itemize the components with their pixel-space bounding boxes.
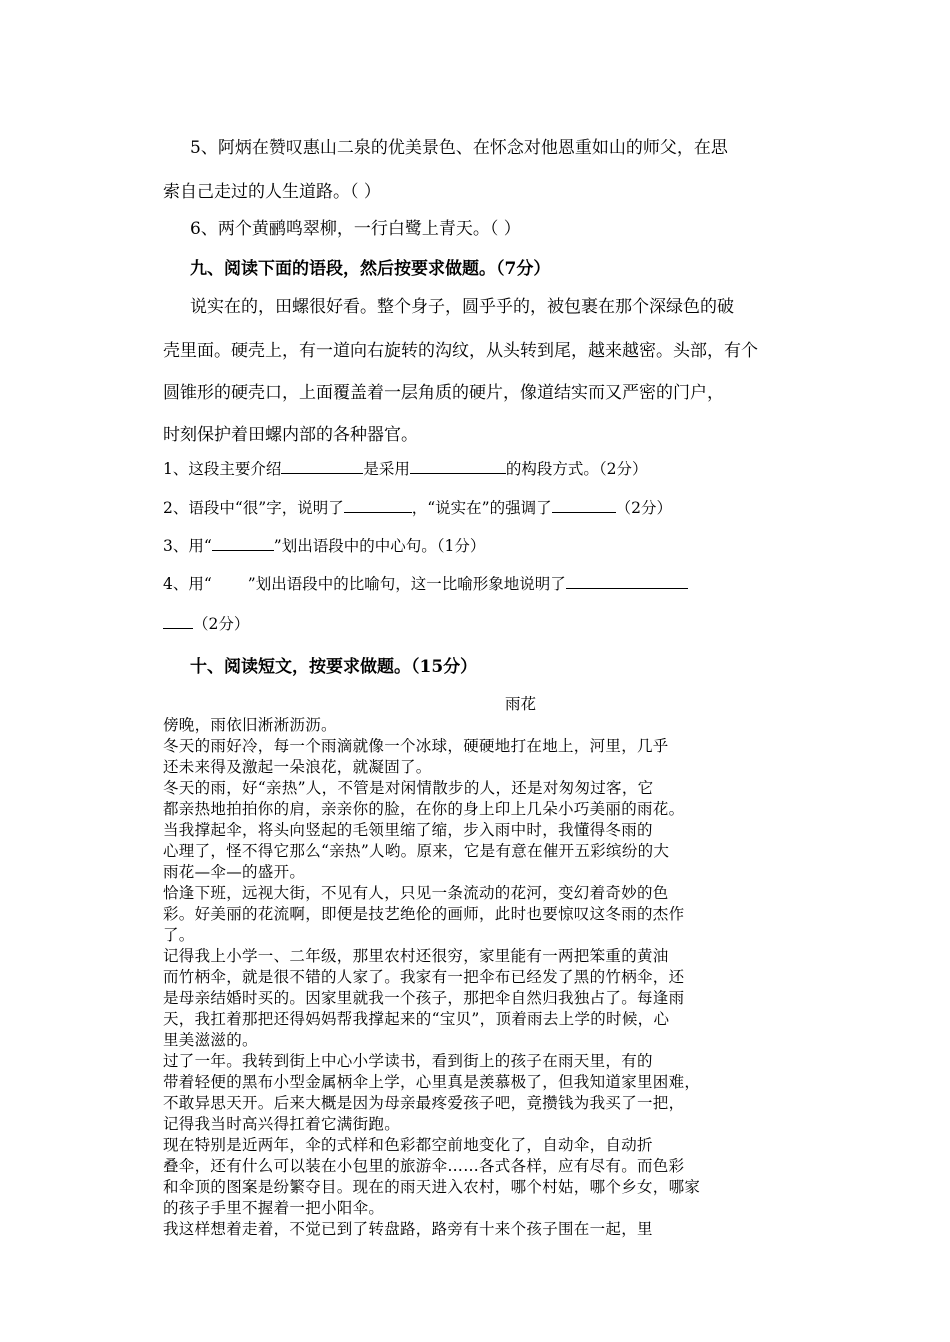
- article-line: 恰逢下班，远视大街，不见有人，只见一条流动的花河，变幻着奇妙的色: [163, 884, 669, 902]
- passage-line: 说实在的，田螺很好看。整个身子，圆乎乎的，被包裹在那个深绿色的破: [190, 297, 734, 317]
- article-line: 是母亲结婚时买的。因家里就我一个孩子，那把伞自然归我独占了。每逢雨: [163, 989, 685, 1007]
- article-line: 冬天的雨，好“亲热”人，不管是对闲情散步的人，还是对匆匆过客，它: [163, 779, 654, 797]
- question-text: 的构段方式。（2分）: [505, 460, 648, 478]
- question-text: 3、用“: [163, 537, 212, 555]
- article-line: 而竹柄伞，就是很不错的人家了。我家有一把伞布已经发了黑的竹柄伞，还: [163, 968, 685, 986]
- article-line: 都亲热地拍拍你的肩，亲亲你的脸，在你的身上印上几朵小巧美丽的雨花。: [163, 800, 685, 818]
- article-line: 当我撑起伞，将头向竖起的毛领里缩了缩，步入雨中时，我懂得冬雨的: [163, 821, 653, 839]
- wavy-line-mark: [212, 575, 248, 593]
- article-line: 里美滋滋的。: [163, 1031, 258, 1049]
- straight-line-mark: [212, 536, 274, 551]
- question-text: 2、语段中“很”字，说明了: [163, 499, 344, 517]
- passage-line: 壳里面。硬壳上，有一道向右旋转的沟纹，从头转到尾，越来越密。头部，有个: [163, 341, 758, 361]
- article-line: 和伞顶的图案是纷繁夺目。现在的雨天进入农村，哪个村姑，哪个乡女，哪家: [163, 1178, 701, 1196]
- answer-blank[interactable]: [410, 459, 506, 474]
- article-line: 的孩子手里不握着一把小阳伞。: [163, 1199, 385, 1217]
- question-5-line-2: 索自己走过的人生道路。（ ）: [163, 182, 381, 202]
- question-9-2: [163, 496, 672, 518]
- article-line: 心理了，怪不得它那么“亲热”人哟。原来，它是有意在催开五彩缤纷的大: [163, 842, 670, 860]
- article-line: 了。: [163, 926, 195, 944]
- answer-blank[interactable]: [552, 498, 616, 513]
- article-line: 还未来得及激起一朵浪花，就凝固了。: [163, 758, 432, 776]
- article-line: 带着轻便的黑布小型金属柄伞上学，心里真是羡慕极了，但我知道家里困难，: [163, 1073, 701, 1091]
- question-text: （2分）: [193, 615, 250, 633]
- question-9-4: [163, 572, 688, 594]
- article-line: 彩。好美丽的花流啊，即便是技艺绝伦的画师，此时也要惊叹这冬雨的杰作: [163, 905, 685, 923]
- article-line: 冬天的雨好冷，每一个雨滴就像一个冰球，硬硬地打在地上，河里，几乎: [163, 737, 669, 755]
- article-line: 记得我当时高兴得扛着它满街跑。: [163, 1115, 401, 1133]
- question-9-1: [163, 457, 648, 479]
- question-text: 4、用“: [163, 575, 212, 593]
- question-text: 1、这段主要介绍: [163, 460, 282, 478]
- question-5-line-1: 5、阿炳在赞叹惠山二泉的优美景色、在怀念对他恩重如山的师父，在思: [190, 138, 728, 158]
- article-line: 现在特别是近两年，伞的式样和色彩都空前地变化了，自动伞，自动折: [163, 1136, 653, 1154]
- section-9-heading: 九、阅读下面的语段，然后按要求做题。（7分）: [190, 259, 551, 279]
- article-line: 过了一年。我转到街上中心小学读书，看到街上的孩子在雨天里，有的: [163, 1052, 653, 1070]
- question-text: ，“说实在”的强调了: [411, 499, 552, 517]
- passage-line: 时刻保护着田螺内部的各种器官。: [163, 425, 418, 445]
- question-9-4-continued: [163, 612, 249, 634]
- article-line: 不敢异思天开。后来大概是因为母亲最疼爱孩子吧，竟攒钱为我买了一把，: [163, 1094, 685, 1112]
- answer-blank[interactable]: [344, 498, 412, 513]
- article-line: 我这样想着走着，不觉已到了转盘路，路旁有十来个孩子围在一起，里: [163, 1220, 653, 1238]
- question-text: （2分）: [615, 499, 672, 517]
- answer-blank[interactable]: [566, 574, 688, 589]
- answer-blank[interactable]: [281, 459, 363, 474]
- article-line: 记得我上小学一、二年级，那里农村还很穷，家里能有一两把笨重的黄油: [163, 947, 669, 965]
- article-line: 叠伞，还有什么可以装在小包里的旅游伞……各式各样，应有尽有。而色彩: [163, 1157, 685, 1175]
- article-title: 雨花: [505, 695, 537, 713]
- question-9-3: [163, 534, 485, 556]
- answer-blank[interactable]: [163, 614, 193, 629]
- passage-line: 圆锥形的硬壳口，上面覆盖着一层角质的硬片，像道结实而又严密的门户，: [163, 383, 724, 403]
- question-text: 是采用: [363, 460, 410, 478]
- article-line: 天，我扛着那把还得妈妈帮我撑起来的“宝贝”，顶着雨去上学的时候，心: [163, 1010, 670, 1028]
- article-line: 雨花—伞—的盛开。: [163, 863, 306, 881]
- question-text: ”划出语段中的比喻句，这一比喻形象地说明了: [247, 575, 566, 593]
- article-line: 傍晚，雨依旧淅淅沥沥。: [163, 716, 337, 734]
- question-text: ”划出语段中的中心句。（1分）: [273, 537, 486, 555]
- section-10-heading: 十、阅读短文，按要求做题。（15分）: [190, 657, 478, 677]
- question-6: 6、两个黄鹂鸣翠柳，一行白鹭上青天。（ ）: [190, 219, 521, 239]
